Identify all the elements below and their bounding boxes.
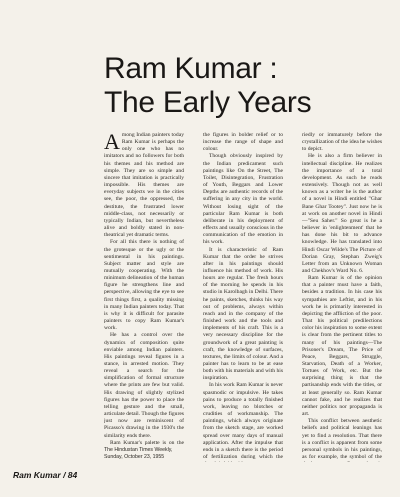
paragraph: the figures in bolder relief or to increase the range of shape and colour. [203,132,283,153]
title-line-2: The Early Years [104,86,312,119]
paragraph: Though obviously inspired by the Indian predicament such paintings like On the Street, The Toilet, Disintegration, Frustration of Youth, Beggars and Lower Depths are authentic records of the suffering in any city in the world. Without losing sight of the particular Ram Kumar is both deliberate in his deployment of effects and usually conscious in the communication of the emotion in his work. [203,153,283,246]
drop-cap: A [104,132,120,154]
paragraph: Among Indian painters today Ram Kumar is perhaps the only one who has no imitators and no followers for both his themes and his method are simple. They are so simple and sincere that imitation is practically impossible. His themes are everyday subjects we in the cities see, the poor, the oppressed, the destitute, the frustrated lower middle-class, not necessarily or typically Indian, but nevertheless alive and boldly stated in non-theatrical yet dramatic terms. [104,132,184,239]
paragraph: It is characteristic of Ram Kumar that the order he strives after in his paintings should influence his method of work. His hours are regular. The fresh hours of the morning he spends in his studio in Karolbagh in Delhi. There he paints, sketches, thinks his way out of problems, always within reach and in the company of the finished work and the tools and implements of his craft. This is a very necessary discipline for the groundwork of a great painting is craft, the knowledge of surfaces, textures, the limits of colour. And a painter has to learn to be at ease both with his materials and with his inspiration. [203,246,283,382]
article-title [104,52,311,120]
column-1 [104,132,184,446]
paragraph: For all this there is nothing of the grotesque or the ugly or the sentimental in his paintings. Subject matter and style are mutually cooperating. With the minimum delineation of the human figure he strengthens line and perspective, allowing the eye to see first things first, a quality missing in many Indian painters today. That is why it is difficult for parasite painters to copy Ram Kumar's work. [104,239,184,332]
title-line-1: Ram Kumar : [104,52,278,85]
paragraph: He has a control over the dynamics of composition quite enviable among Indian painters. His paintings reveal figures in a stance, in arrested motion. They reveal a search for the simplification of formal structure where the prints are few but valid. His drawing of slightly stylized figures has the power to place the telling gesture and the small, articulate detail. Though the figures just now are reminiscent of Picasso's drawing in the 1930's the similarity ends there. [104,332,184,439]
paragraph: Ram Kumar is of the opinion that a painter must have a faith, besides a tradition. In his case his sympathies are Leftist, and in his work he is primarily interested in depicting the affliction of the poor. That his political predilections color his inspiration to some extent is clear from the pertinent titles to many of his paintings—The Prisoner's Dream, The Price of Peace, Beggars, Struggle, Starvation, Death of a Worker, Tortues of Work, etc. But the surprising thing is that the partisanship ends with the titles, or at least generally so. Ram Kumar cannot fake, and he realizes that neither politics nor propaganda is art. [302,275,382,418]
paragraph: Ram Kumar's palette is on the [110,439,184,446]
paragraph: He is also a firm believer in intellectual discipline. He realizes the importance of a total development. As such he reads extensively. Though not as well known as a writer he is the author of a novel in Hindi entitled "Ghar Bane Ghar Tootey". Just now he is at work on another novel in Hindi—"Seu Saher." So great is he a believer in 'enlightenment' that he has done his bit to advance knowledge. He has translated into Hindi Oscar Wilde's The Picture of Dorian Gray, Stephan Zweig's Letter from an Unknown Woman and Chekhov's Ward No. 6. [302,153,382,274]
source-date: Sunday, October 23, 1955 [104,454,165,460]
paragraph: This conflict between aesthetic beliefs and political leanings has yet to find a resolution. That there is a conflict is apparent from some personal symbols in his paintings, as for example, the symbol of the [302,418,382,461]
source-citation [104,447,184,461]
column-3 [302,132,382,462]
paragraph: In his work Ram Kumar is never spasmodic or impulsive. He takes pains to produce a totally finished work, leaving no blotches or crudities of workmanship. The paintings, which always originate from the sketch stage, are worked spread over many days of manual application. After the impulse that ends in a sketch there is the period of fertilization during which the [203,382,283,461]
source-publication: The Hindustan Times Weekly, [104,447,173,453]
page-footer: Ram Kumar / 84 [13,470,78,480]
paragraph: riedly or immaturely before the crystallization of the idea he wishes to depict. [302,132,382,153]
column-2 [203,132,283,462]
